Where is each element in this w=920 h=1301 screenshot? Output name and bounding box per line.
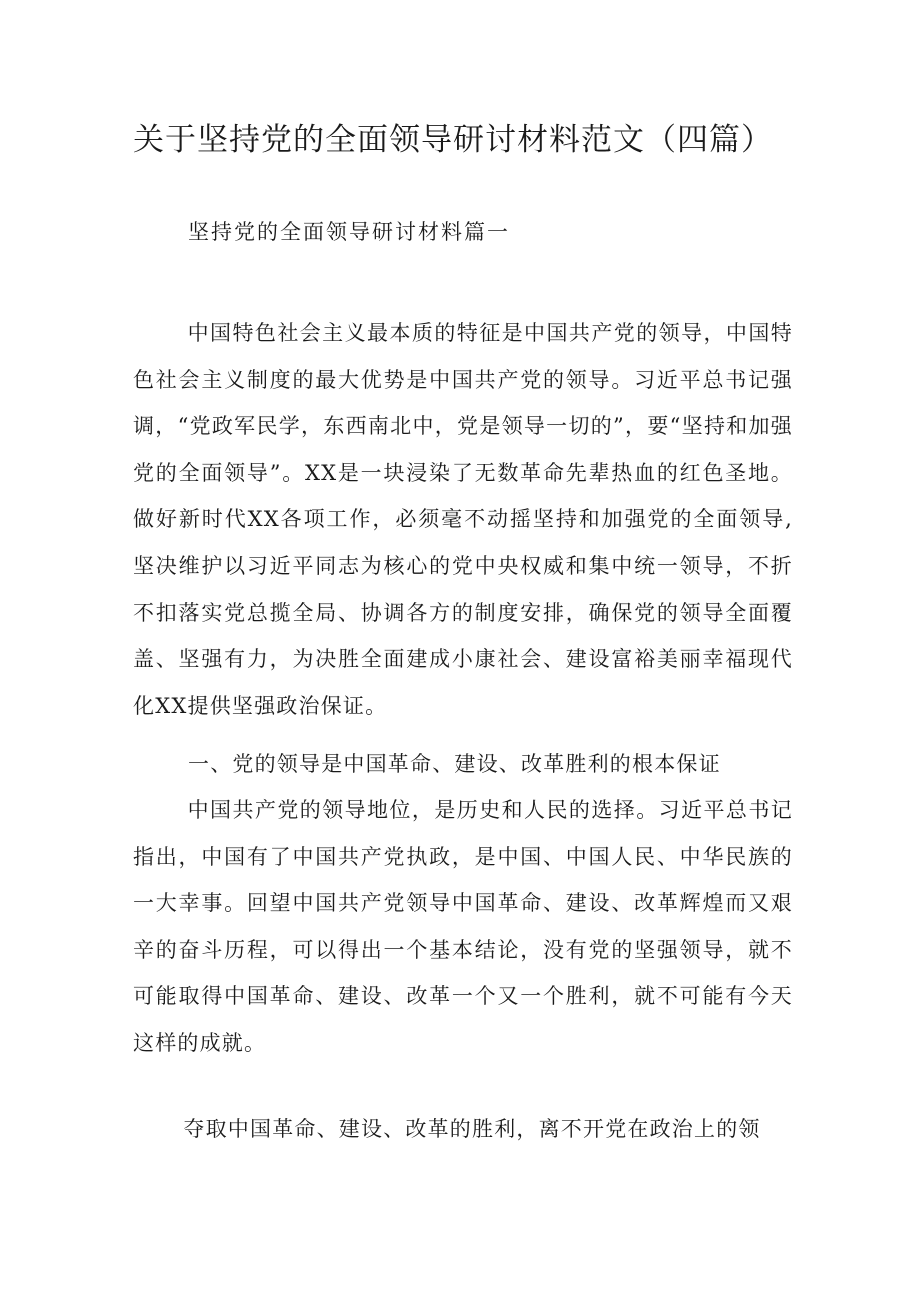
document-title: 关于坚持党的全面领导研讨材料范文（四篇）	[133, 122, 773, 158]
subheading-1: 一、党的领导是中国革命、建设、改革胜利的根本保证	[188, 752, 721, 776]
section-title: 坚持党的全面领导研讨材料篇一	[188, 220, 510, 244]
paragraph-2: 中国共产党的领导地位，是历史和人民的选择。习近平总书记指出，中国有了中国共产党执政，是中国、中国人民、中华民族的一大幸事。回望中国共产党领导中国革命、建设、改革辉煌而又艰辛的奋斗历程，可以得出一个基本结论，没有党的坚强领导，就不可能取得中国革命、建设、改革一个又一个胜利，就不可能有今天这样的成就。	[133, 798, 793, 1055]
paragraph-1: 中国特色社会主义最本质的特征是中国共产党的领导，中国特色社会主义制度的最大优势是中国共产党的领导。习近平总书记强调，“党政军民学，东西南北中，党是领导一切的”，要“坚持和加强党的全面领导”。XX是一块浸染了无数革命先辈热血的红色圣地。做好新时代XX各项工作，必须毫不动摇坚持和加强党的全面领导,坚决维护以习近平同志为核心的党中央权威和集中统一领导，不折不扣落实党总揽全局、协调各方的制度安排，确保党的领导全面覆盖、坚强有力，为决胜全面建成小康社会、建设富裕美丽幸福现代化XX提供坚强政治保证。	[133, 321, 793, 718]
paragraph-3: 夺取中国革命、建设、改革的胜利，离不开党在政治上的领	[183, 1117, 761, 1141]
